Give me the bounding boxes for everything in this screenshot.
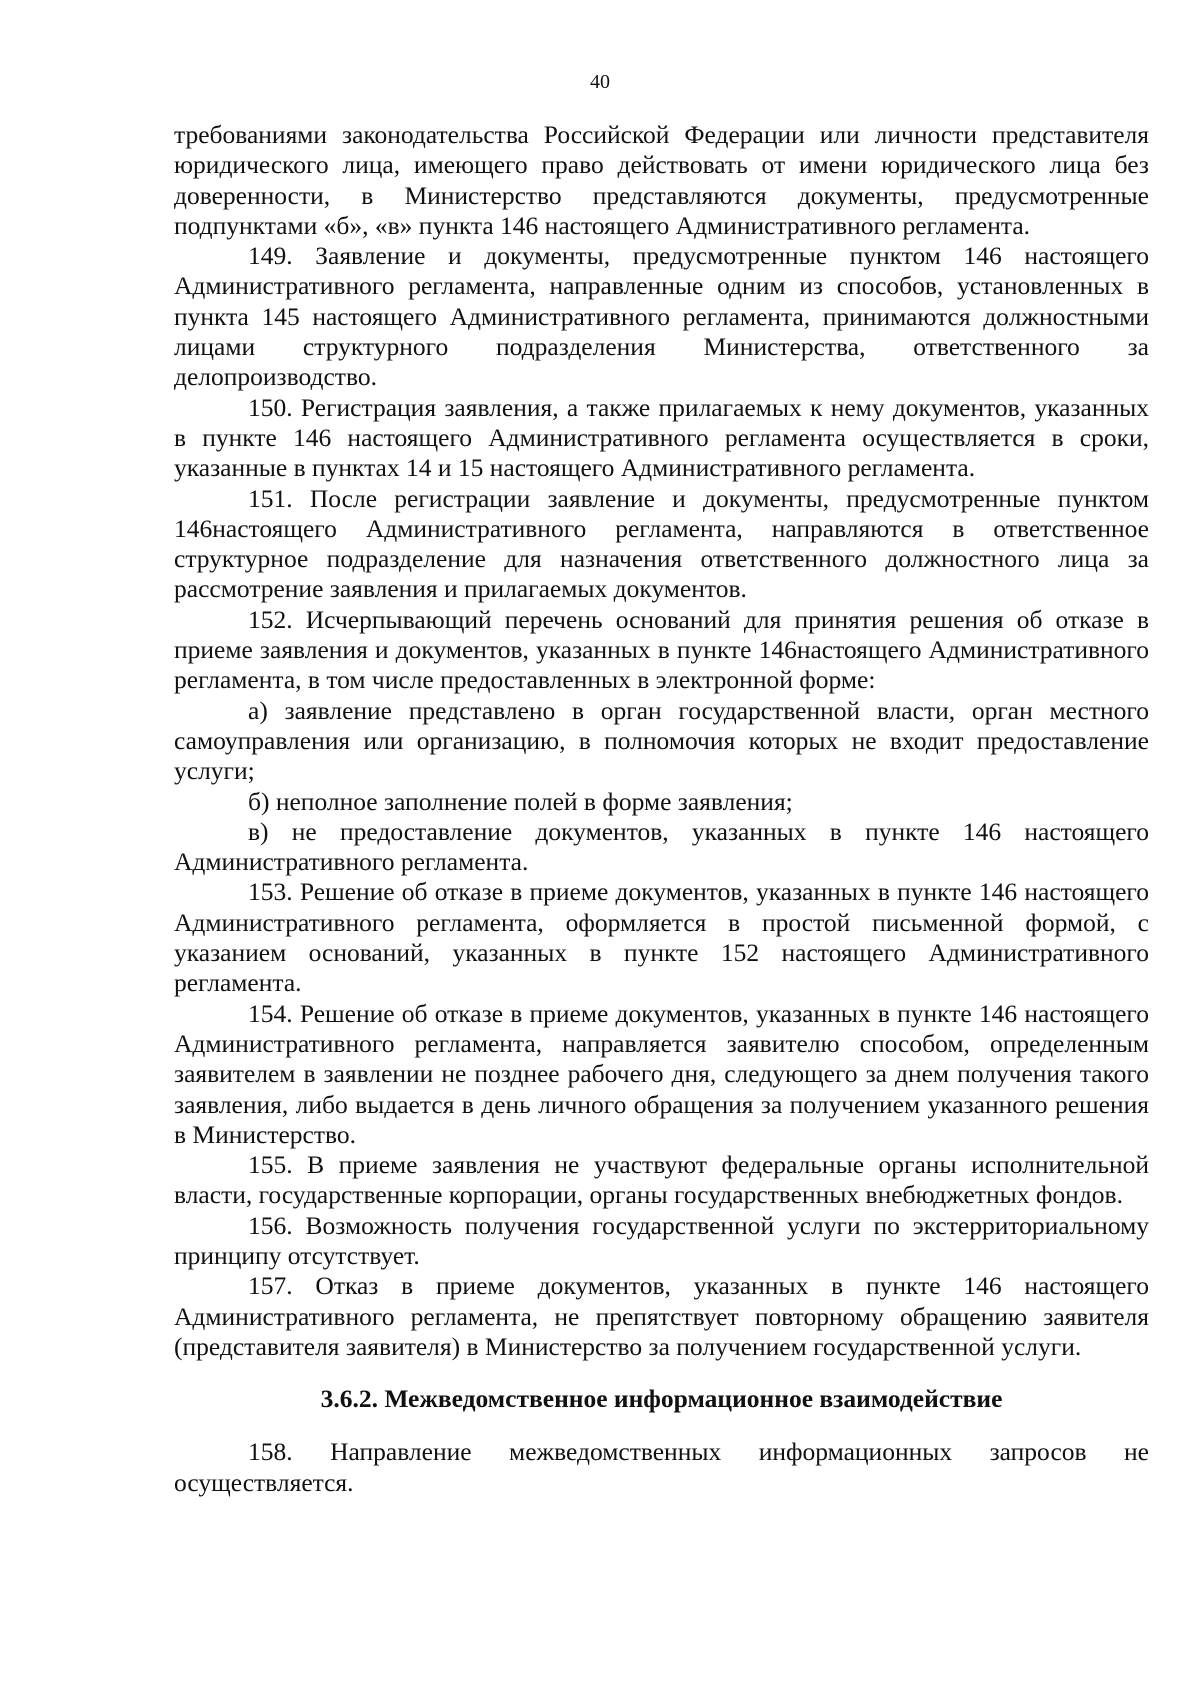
paragraph-continuation: требованиями законодательства Российской Федерации или личности представителя юридического лица, имеющего право действовать от имени юридического лица без доверенности, в Министерство представляются документы, предусмотренные подпунктами «б», «в» пункта 146 настоящего Административного регламента. bbox=[174, 120, 1149, 240]
paragraph-149: 149. Заявление и документы, предусмотренные пунктом 146 настоящего Административного регламента, направленные одним из способов, установленных в пункта 145 настоящего Административного регламента, принимаются должностными лицами структурного подразделения Министерства, ответственного за делопроизводство. bbox=[174, 241, 1149, 392]
paragraph-151: 151. После регистрации заявление и документы, предусмотренные пунктом 146настоящего Административного регламента, направляются в ответственное структурное подразделение для назначения ответственного должностного лица за рассмотрение заявления и прилагаемых документов. bbox=[174, 483, 1149, 604]
paragraph-154: 154. Решение об отказе в приеме документов, указанных в пункте 146 настоящего Административного регламента, направляется заявителю способом, определенным заявителем в заявлении не позднее рабочего дня, следующего за днем получения такого заявления, либо выдается в день личного обращения за получением указанного решения в Министерство. bbox=[174, 998, 1149, 1149]
paragraph-155: 155. В приеме заявления не участвуют федеральные органы исполнительной власти, государственные корпорации, органы государственных внебюджетных фондов. bbox=[174, 1150, 1149, 1210]
list-item-b: б) неполное заполнение полей в форме заявления; bbox=[248, 786, 793, 816]
paragraph-158: 158. Направление межведомственных информационных запросов не осуществляется. bbox=[174, 1437, 1149, 1497]
paragraph-152: 152. Исчерпывающий перечень оснований для принятия решения об отказе в приеме заявления и документов, указанных в пункте 146настоящего Административного регламента, в том числе предоставленных в электронной форме: bbox=[174, 604, 1149, 695]
document-body bbox=[174, 120, 1149, 1498]
paragraph-150: 150. Регистрация заявления, а также прилагаемых к нему документов, указанных в пункте 146 настоящего Административного регламента осуществляется в сроки, указанные в пунктах 14 и 15 настоящего Административного регламента. bbox=[174, 392, 1149, 483]
list-item-a: а) заявление представлено в орган государственной власти, орган местного самоуправления или организацию, в полномочия которых не входит предоставление услуги; bbox=[174, 695, 1149, 786]
list-item-v: в) не предоставление документов, указанных в пункте 146 настоящего Административного регламента. bbox=[174, 816, 1149, 877]
paragraph-153: 153. Решение об отказе в приеме документов, указанных в пункте 146 настоящего Административного регламента, оформляется в простой письменной формой, с указанием оснований, указанных в пункте 152 настоящего Административного регламента. bbox=[174, 877, 1149, 998]
paragraph-157: 157. Отказ в приеме документов, указанных в пункте 146 настоящего Административного регламента, не препятствует повторному обращению заявителя (представителя заявителя) в Министерство за получением государственной услуги. bbox=[174, 1271, 1149, 1361]
paragraph-156: 156. Возможность получения государственной услуги по экстерриториальному принципу отсутствует. bbox=[174, 1210, 1149, 1270]
section-heading: 3.6.2. Межведомственное информационное взаимодействие bbox=[320, 1384, 1003, 1414]
page-number: 40 bbox=[590, 71, 610, 93]
